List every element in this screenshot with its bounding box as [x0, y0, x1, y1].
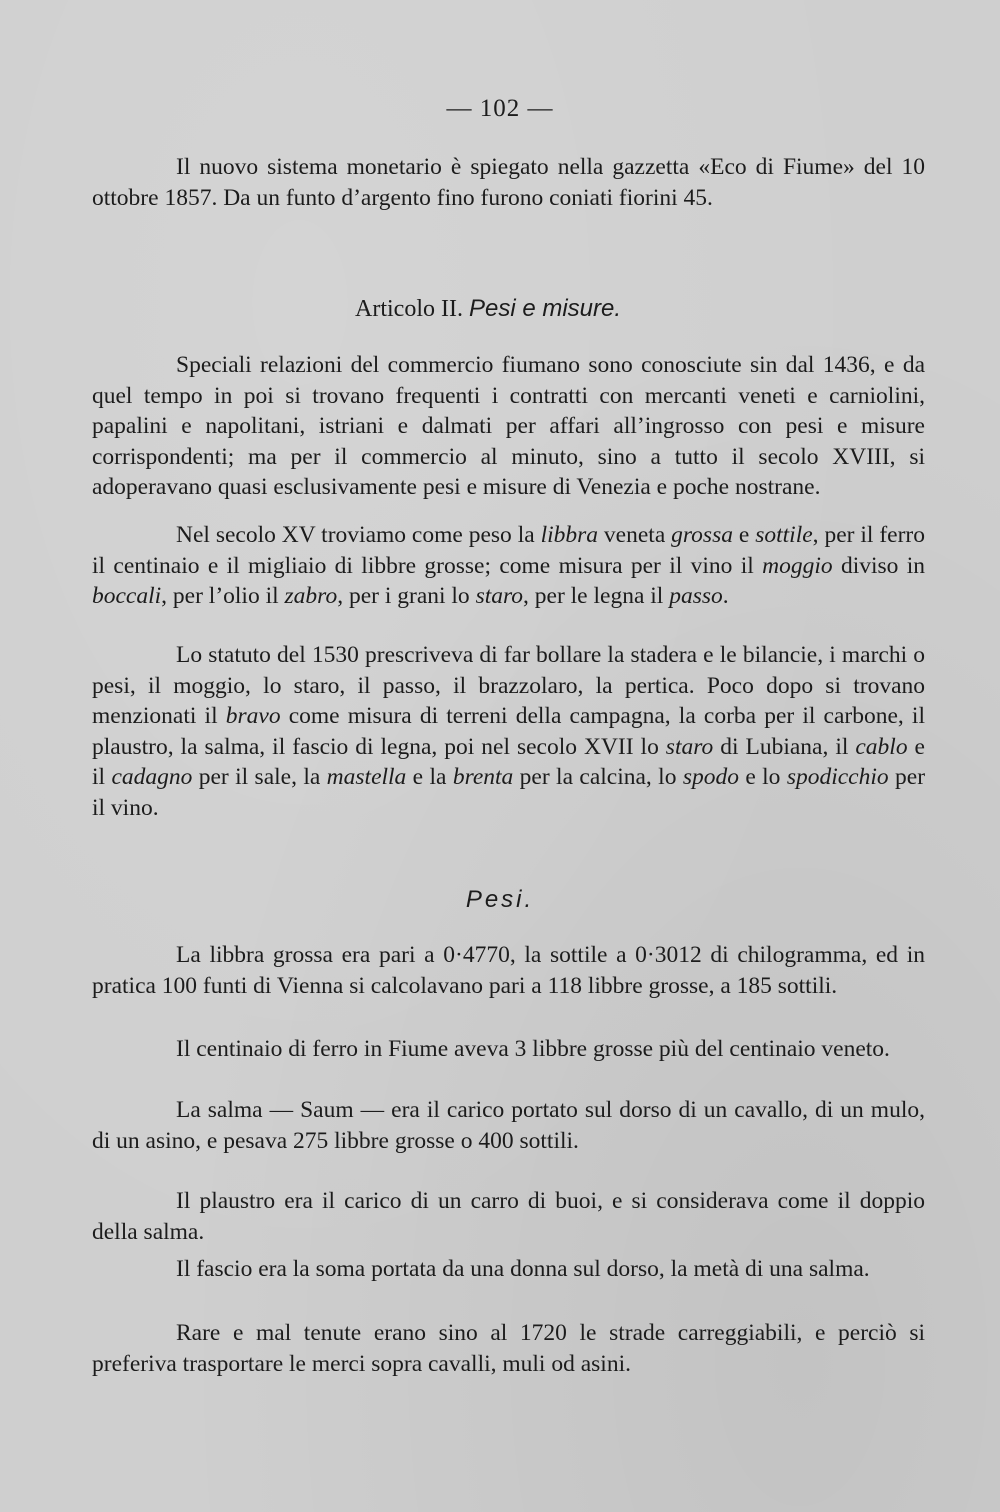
paragraph-libbra-values: [92, 940, 925, 1001]
term-libbra: libbra: [540, 522, 599, 548]
article-heading: [355, 295, 621, 323]
term-mastella: mastella: [326, 764, 407, 790]
paragraph-text: Il nuovo sistema monetario è spiegato nella gazzetta «Eco di Fiume» del 10 ottobre 1857. Da un funto d’argento fino furono coniati fiorini 45.: [92, 154, 925, 211]
term-brenta: brenta: [452, 764, 514, 790]
term-spodo: spodo: [682, 764, 739, 790]
term-sottile: sottile: [755, 522, 813, 548]
paragraph-roads: [92, 1318, 925, 1379]
term-bravo: bravo: [225, 703, 281, 729]
section-heading: Pesi.: [465, 886, 535, 913]
term-spodicchio: spodicchio: [786, 764, 889, 790]
paragraph-text: Il fascio era la soma portata da una donna sul dorso, la metà di una salma.: [176, 1256, 870, 1282]
paragraph-text: Rare e mal tenute erano sino al 1720 le strade carreggiabili, e perciò si preferiva trasportare le merci sopra cavalli, muli od asini.: [92, 1320, 925, 1377]
term-grossa: grossa: [671, 522, 733, 548]
term-zabro: zabro: [284, 583, 338, 609]
article-title: Pesi e misure.: [468, 295, 622, 322]
page-number: — 102 —: [446, 95, 554, 122]
term-cablo: cablo: [855, 733, 908, 760]
term-boccali: boccali: [92, 583, 162, 609]
term-cadagno: cadagno: [111, 764, 193, 790]
paragraph-fifteenth-century: [92, 520, 925, 612]
paragraph-text: Il centinaio di ferro in Fiume aveva 3 libbre grosse più del centinaio veneto.: [176, 1036, 890, 1062]
paragraph-text: La salma — Saum — era il carico portato sul dorso di un cavallo, di un mulo, di un asino, e pesava 275 libbre grosse o 400 sottili.: [92, 1097, 925, 1154]
paragraph-statute-1530: [92, 640, 925, 823]
term-staro: staro: [475, 583, 524, 609]
article-label: Articolo II.: [355, 296, 463, 322]
paragraph-plaustro: [92, 1186, 925, 1247]
paragraph-monetary-system: [92, 152, 925, 213]
paragraph-fascio: [92, 1254, 925, 1285]
paragraph-salma: [92, 1095, 925, 1156]
paragraph-text: Nel secolo XV troviamo come peso la libbra veneta grossa e sottile, per il ferro il centinaio e il migliaio di libbre grosse; come misura per il vino il moggio diviso in boccali, per l’olio il zabro, per i grani lo staro, per le legna il passo.: [92, 522, 926, 609]
paragraph-commerce-relations: [92, 350, 925, 503]
paragraph-text: Lo statuto del 1530 prescriveva di far bollare la stadera e le bilancie, i marchi o pesi, il moggio, lo staro, il passo, il brazzolaro, la pertica. Poco dopo si trovano menzionati il bravo come misura di terreni della campagna, la corba per il carbone, il plaustro, la salma, il fascio di legna, poi nel secolo XVII lo staro di Lubiana, il cablo e il cadagno per il sale, la mastella e la brenta per la calcina, lo spodo e lo spodicchio per il vino.: [92, 642, 926, 821]
term-passo: passo: [669, 583, 723, 609]
term-moggio: moggio: [762, 552, 833, 579]
paragraph-text: Il plaustro era il carico di un carro di buoi, e si considerava come il doppio della salma.: [92, 1188, 925, 1245]
paragraph-text: Speciali relazioni del commercio fiumano sono conosciute sin dal 1436, e da quel tempo in poi si trovano frequenti i contratti con mercanti veneti e carniolini, papalini e napolitani, istriani e dalmati per affari all’ingrosso con pesi e misure corrispondenti; ma per il commercio al minuto, sino a tutto il secolo XVIII, si adoperavano quasi esclusivamente pesi e misure di Venezia e poche nostrane.: [92, 352, 925, 500]
term-staro: staro: [665, 733, 714, 760]
paragraph-centinaio: [92, 1034, 925, 1065]
paragraph-text: La libbra grossa era pari a 0·4770, la sottile a 0·3012 di chilogramma, ed in pratica 100 funti di Vienna si calcolavano pari a 118 libbre grosse, a 185 sottili.: [92, 942, 925, 999]
